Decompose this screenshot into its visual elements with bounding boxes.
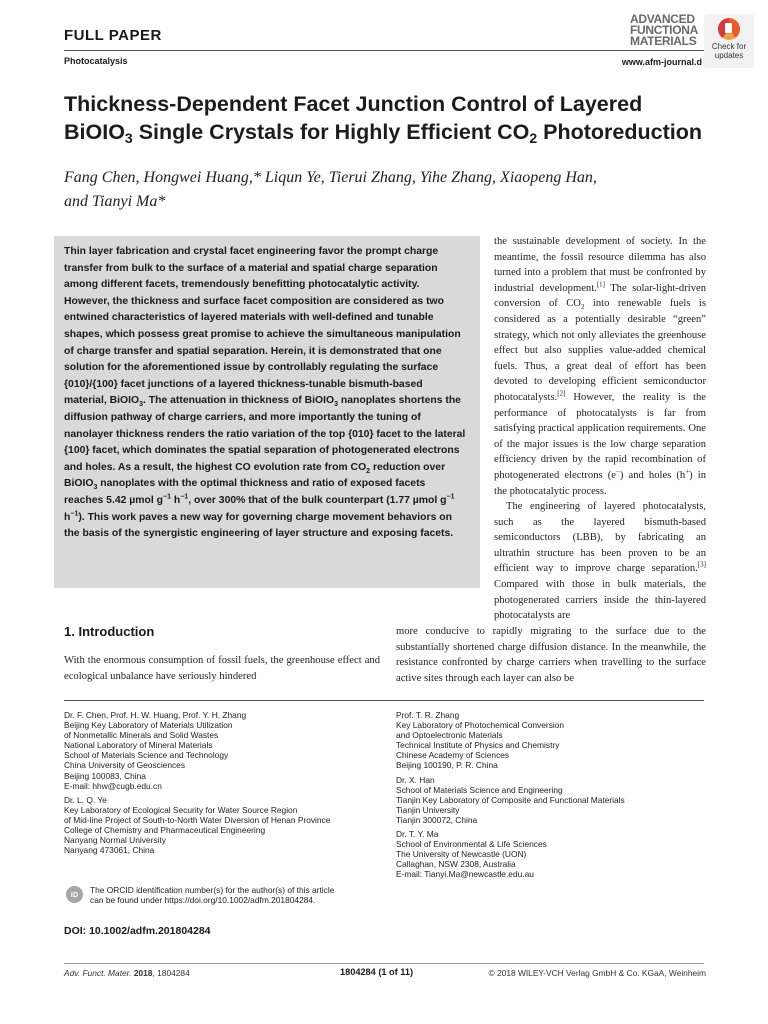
affiliation-line: E-mail: Tianyi.Ma@newcastle.edu.au [396,869,534,880]
affiliation-line: Prof. T. R. Zhang [396,710,460,720]
journal-url[interactable]: www.afm-journal.d [621,57,702,67]
article-title: Thickness-Dependent Facet Junction Control of Layered BiOIO$_3$ Single Crystals for Highly Efficient $CO_2$ Photoreduction [64,92,702,146]
abstract-text: Thin layer fabrication and crystal facet engineering favor the prompt charge transfer from bulk to the surface of a material and spatial charge separation among different facets, tremendously benefitting photocatalytic activity. However, the thickness and surface facet composition are considered as two entwined characteristics of layered materials with well-defined and tunable shapes, which possess great promise to achieve the simultaneous manipulation of charge transfer and spatial separation. Herein, it is demonstrated that one solution for the aforementioned issue by controllably regulating the surface {010}/{100} facet junctions of a layered thickness-tunable bismuth-based material, BiOIO$_3$. The attenuation in thickness of BiOIO$_3$ nanoplates shortens the diffusion pathway of charge carriers, and more importantly the tuning of nanolayer thickness renders the ratio variation of the top {010} facet to the lateral {100} facet, which dominates the spatial separation of photogenerated electrons and holes. As a result, the highest CO evolution rate from $CO_2$ reduction over BiOIO$_3$ nanoplates with the optimal thickness and ratio of exposed facets reaches 5.42 µmol $g^{-1}$ $h^{-1}$, over 300% that of the bulk counterpart (1.77 µmol $g^{-1}$ $h^{-1}$). This work paves a new way for governing charge movement behaviors on the basis of the synergistic engineering of layer structure and exposing facets. [64,246,466,540]
affiliations-right [396,710,716,880]
affiliation-line: Key Laboratory of Ecological Security for Water Source Region [64,804,298,815]
page-number: 1804284 (1 of 11) [340,967,414,977]
affiliation-line: Callaghan, NSW 2308, Australia [396,859,516,870]
affiliation-line: of Mid-line Project of South-to-North Water Diversion of Henan Province [64,814,331,825]
affiliation-line: Dr. L. Q. Ye [64,794,107,805]
affiliation-line: Key Laboratory of Photochemical Conversion [396,720,565,731]
section-tag: Photocatalysis [64,56,128,66]
affiliation-line: School of Environmental & Life Sciences [396,839,547,850]
affiliation-line: Tianjin University [396,804,460,815]
affiliation-line: E-mail: hhw@cugb.edu.cn [64,780,162,791]
affiliation-line: Nanyang 473061, China [64,845,155,856]
affiliation-divider [64,700,704,701]
check-updates-label: Check for updates [711,42,747,60]
check-updates-icon [718,18,740,40]
footer-citation: Adv. Funct. Mater. 2018, 1804284 [64,968,190,978]
copyright: © 2018 WILEY-VCH Verlag GmbH & Co. KGaA, Weinheim [488,968,706,978]
orcid-note: The ORCID identification number(s) for the author(s) of this article can be found under https://doi.org/10.1002/adfm.201804284. [90,885,335,906]
body-text-right-continuation: more conducive to rapidly migrating to the surface due to the substantially shortened charge diffusion distance. In the meanwhile, the resistance confronted by charge carriers when travelling to the surface active sites through each layer can also be [396,626,706,684]
logo-line: ADVANCED [630,14,695,26]
affiliation-line: Beijing Key Laboratory of Materials Utilization [64,720,233,731]
affiliation-line: Dr. F. Chen, Prof. H. W. Huang, Prof. Y. H. Zhang [64,710,247,720]
affiliation-line: Tianjin 300072, China [396,814,478,825]
affiliation-line: School of Materials Science and Technology [64,750,229,761]
affiliation-line: Beijing 100083, China [64,770,146,781]
affiliation-line: and Optoelectronic Materials [396,730,503,741]
affiliation-line: Dr. X. Han [396,774,435,785]
affiliation-line: Nanyang Normal University [64,835,166,846]
author-list: Fang Chen, Hongwei Huang,* Liqun Ye, Tierui Zhang, Yihe Zhang, Xiaopeng Han, and Tianyi Ma* [64,169,597,210]
affiliation-line: Tianjin Key Laboratory of Composite and Functional Materials [396,794,625,805]
section-heading: 1. Introduction [64,624,155,639]
check-updates-button[interactable] [704,14,754,68]
intro-paragraph: With the enormous consumption of fossil fuels, the greenhouse effect and ecological unbalance have seriously hindered [64,655,380,682]
affiliation-line: Dr. T. Y. Ma [396,829,439,840]
footer-divider [64,963,704,964]
affiliation-line: of Nonmetallic Minerals and Solid Wastes [64,730,219,741]
header-divider [64,50,704,51]
doi[interactable]: DOI: 10.1002/adfm.201804284 [64,925,211,937]
running-title: FULL PAPER [64,27,162,44]
orcid-icon: iD [66,886,83,903]
logo-line: MATERIALS [630,34,697,48]
body-paragraph: The engineering of layered photocatalysts, such as the layered bismuth-based semiconductors (LBB), by fabricating an ultrathin structure has been proven to be an efficient way to improve charge separation.[3] Compared with those in bulk materials, the photogenerated carriers inside the thin-layered photocatalysts are [494,501,706,622]
body-paragraph: the sustainable development of society. In the meantime, the fossil resource dilemma has also turned into a problem that must be confronted by industrial development.[1] The solar-light-driven conversion of $CO_2$ into renewable fuels is considered as a potentially desirable “green” strategy, which not only alleviates the greenhouse effect but also supplies value-added chemical fuels. Thus, a great deal of effort has been devoted to developing efficient semiconductor photocatalysts.[2] However, the reality is the performance of photocatalysts is far from satisfying practical application requirements. One of the major issues is the low charge separation efficiency driven by the rapid recombination of photogenerated electrons (e−) and holes (h+) in the photocatalytic process. [494,236,706,497]
affiliation-line: College of Chemistry and Pharmaceutical Engineering [64,825,266,836]
affiliation-line: China University of Geosciences [64,760,186,771]
affiliation-line: National Laboratory of Mineral Materials [64,740,213,751]
affiliation-line: Chinese Academy of Sciences [396,750,510,761]
affiliation-line: Technical Institute of Physics and Chemistry [396,740,560,751]
affiliation-line: School of Materials Science and Engineering [396,784,563,795]
affiliation-line: The University of Newcastle (UON) [396,849,527,860]
affiliation-line: Beijing 100190, P. R. China [396,760,498,771]
affiliations-left [64,710,384,855]
body-text-right-column [494,234,706,624]
journal-logo [630,14,706,54]
logo-line: FUNCTIONA [630,23,698,37]
